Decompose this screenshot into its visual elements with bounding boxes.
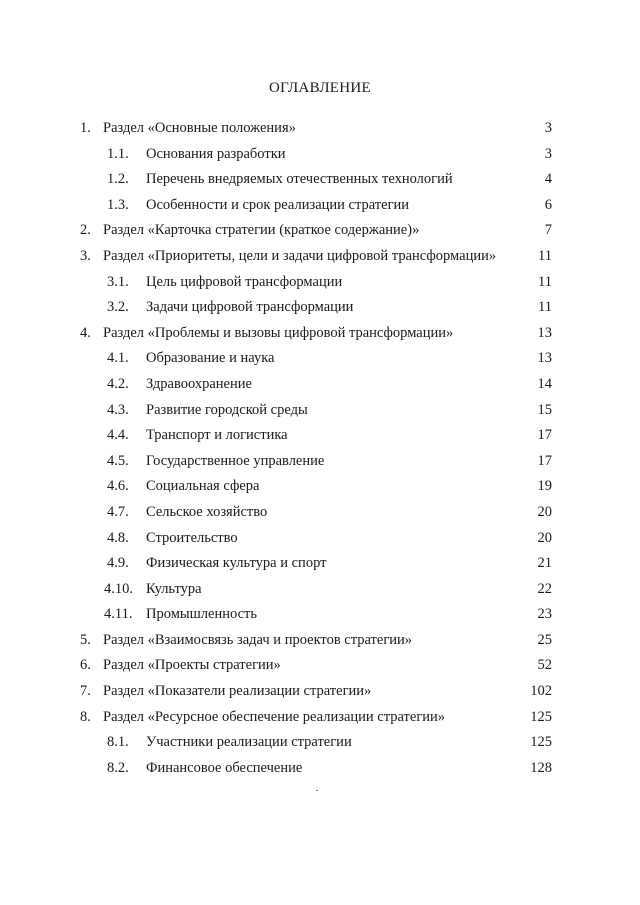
toc-entry-number: 3. <box>80 247 91 264</box>
toc-entry-number: 8.1. <box>107 734 129 751</box>
toc-entry-title: Транспорт и логистика <box>146 427 288 444</box>
toc-entry[interactable] <box>0 372 640 398</box>
toc-entry-number: 4.6. <box>107 478 129 495</box>
toc-entry-number: 5. <box>80 631 91 648</box>
toc-entry-number: 1.3. <box>107 196 129 213</box>
toc-entry-number: 4.7. <box>107 503 129 520</box>
toc-entry-page: 22 <box>537 580 552 597</box>
toc-entry-page: 23 <box>537 606 552 623</box>
toc-entry-title: Раздел «Показатели реализации стратегии» <box>103 683 372 700</box>
toc-entry[interactable] <box>0 577 640 603</box>
toc-entry[interactable] <box>0 474 640 500</box>
toc-entry-page: 3 <box>544 120 552 136</box>
toc-entry-title: Образование и наука <box>146 350 275 367</box>
toc-entry-title: Раздел «Проблемы и вызовы цифровой трансформации» <box>103 324 454 341</box>
table-of-contents <box>0 116 640 781</box>
toc-entry-number: 1.2. <box>107 171 129 188</box>
toc-entry[interactable] <box>0 423 640 449</box>
toc-entry-title: Особенности и срок реализации стратегии <box>146 196 410 213</box>
toc-entry[interactable] <box>0 398 640 424</box>
toc-entry-title: Здравоохранение <box>146 375 252 392</box>
toc-entry[interactable] <box>0 295 640 321</box>
toc-entry-page: 52 <box>537 657 552 674</box>
toc-entry-page: 20 <box>537 529 552 546</box>
toc-entry-page: 11 <box>538 299 552 316</box>
toc-entry[interactable] <box>0 449 640 475</box>
toc-entry-title: Строительство <box>146 529 238 546</box>
toc-entry-title: Культура <box>146 580 202 597</box>
toc-entry-title: Сельское хозяйство <box>146 503 268 520</box>
toc-entry-number: 4.9. <box>107 555 129 572</box>
toc-entry-page: 15 <box>537 401 552 418</box>
toc-entry-number: 4.11. <box>104 606 133 623</box>
toc-entry-title: Раздел «Проекты стратегии» <box>103 657 281 674</box>
toc-entry-number: 8. <box>80 708 91 725</box>
toc-entry-page: 102 <box>530 683 552 700</box>
toc-entry[interactable] <box>0 602 640 628</box>
toc-entry-number: 1.1. <box>107 145 129 162</box>
toc-entry-page: 17 <box>537 452 552 469</box>
toc-entry[interactable] <box>0 526 640 552</box>
toc-entry[interactable] <box>0 653 640 679</box>
toc-entry-number: 4.2. <box>107 375 129 392</box>
toc-entry-page: 7 <box>544 222 552 239</box>
toc-title: ОГЛАВЛЕНИЕ <box>269 80 371 96</box>
toc-entry-number: 7. <box>80 683 91 700</box>
toc-entry-page: 17 <box>537 427 552 444</box>
toc-entry[interactable] <box>0 551 640 577</box>
toc-entry[interactable] <box>0 116 640 142</box>
toc-entry[interactable] <box>0 679 640 705</box>
toc-entry-page: 3 <box>544 145 552 162</box>
toc-entry-page: 25 <box>537 631 552 648</box>
toc-entry-number: 2. <box>80 222 91 239</box>
toc-entry-page: 125 <box>530 708 552 725</box>
toc-entry[interactable] <box>0 270 640 296</box>
toc-entry-title: Промышленность <box>146 606 257 623</box>
toc-entry-page: 20 <box>537 503 552 520</box>
toc-entry-page: 14 <box>537 375 552 392</box>
toc-entry-title: Раздел «Ресурсное обеспечение реализации стратегии» <box>103 708 446 725</box>
toc-entry-title: Участники реализации стратегии <box>146 734 352 751</box>
toc-entry-title: Раздел «Основные положения» <box>103 120 296 136</box>
toc-entry-number: 4.3. <box>107 401 129 418</box>
toc-entry-number: 4.10. <box>104 580 133 597</box>
toc-entry-page: 125 <box>530 734 552 751</box>
toc-entry-title: Государственное управление <box>146 452 325 469</box>
toc-entry[interactable] <box>0 346 640 372</box>
toc-entry[interactable] <box>0 756 640 782</box>
scan-speck <box>316 790 318 791</box>
toc-entry[interactable] <box>0 730 640 756</box>
toc-entry[interactable] <box>0 500 640 526</box>
toc-entry-page: 11 <box>538 273 552 290</box>
toc-entry[interactable] <box>0 218 640 244</box>
toc-entry-page: 6 <box>544 196 552 213</box>
toc-entry-title: Финансовое обеспечение <box>146 759 303 776</box>
toc-entry-title: Раздел «Карточка стратегии (краткое содержание)» <box>103 222 420 239</box>
toc-entry-title: Основания разработки <box>146 145 286 162</box>
toc-entry-number: 4. <box>80 324 91 341</box>
toc-entry-page: 13 <box>537 350 552 367</box>
toc-entry-title: Задачи цифровой трансформации <box>146 299 354 316</box>
toc-entry-page: 21 <box>537 555 552 572</box>
toc-entry-number: 3.1. <box>107 273 129 290</box>
toc-entry[interactable] <box>0 244 640 270</box>
toc-entry[interactable] <box>0 142 640 168</box>
toc-entry-number: 3.2. <box>107 299 129 316</box>
toc-entry[interactable] <box>0 705 640 731</box>
toc-entry-number: 4.1. <box>107 350 129 367</box>
toc-entry-page: 128 <box>530 759 552 776</box>
toc-entry-title: Раздел «Приоритеты, цели и задачи цифровой трансформации» <box>103 247 497 264</box>
toc-entry-title: Развитие городской среды <box>146 401 308 418</box>
toc-entry-title: Социальная сфера <box>146 478 260 495</box>
toc-entry-title: Цель цифровой трансформации <box>146 273 343 290</box>
toc-entry-number: 8.2. <box>107 759 129 776</box>
toc-entry-number: 1. <box>80 120 91 136</box>
toc-entry-page: 19 <box>537 478 552 495</box>
toc-entry-number: 6. <box>80 657 91 674</box>
toc-entry-title: Раздел «Взаимосвязь задач и проектов стратегии» <box>103 631 413 648</box>
toc-entry[interactable] <box>0 321 640 347</box>
toc-entry-page: 13 <box>537 324 552 341</box>
toc-entry[interactable] <box>0 628 640 654</box>
toc-entry-number: 4.8. <box>107 529 129 546</box>
toc-entry[interactable] <box>0 193 640 219</box>
toc-entry-number: 4.5. <box>107 452 129 469</box>
toc-entry-title: Физическая культура и спорт <box>146 555 327 572</box>
toc-entry-page: 11 <box>538 247 552 264</box>
toc-entry-page: 4 <box>544 171 552 188</box>
toc-entry[interactable] <box>0 167 640 193</box>
toc-entry-number: 4.4. <box>107 427 129 444</box>
toc-entry-title: Перечень внедряемых отечественных технологий <box>146 171 453 188</box>
